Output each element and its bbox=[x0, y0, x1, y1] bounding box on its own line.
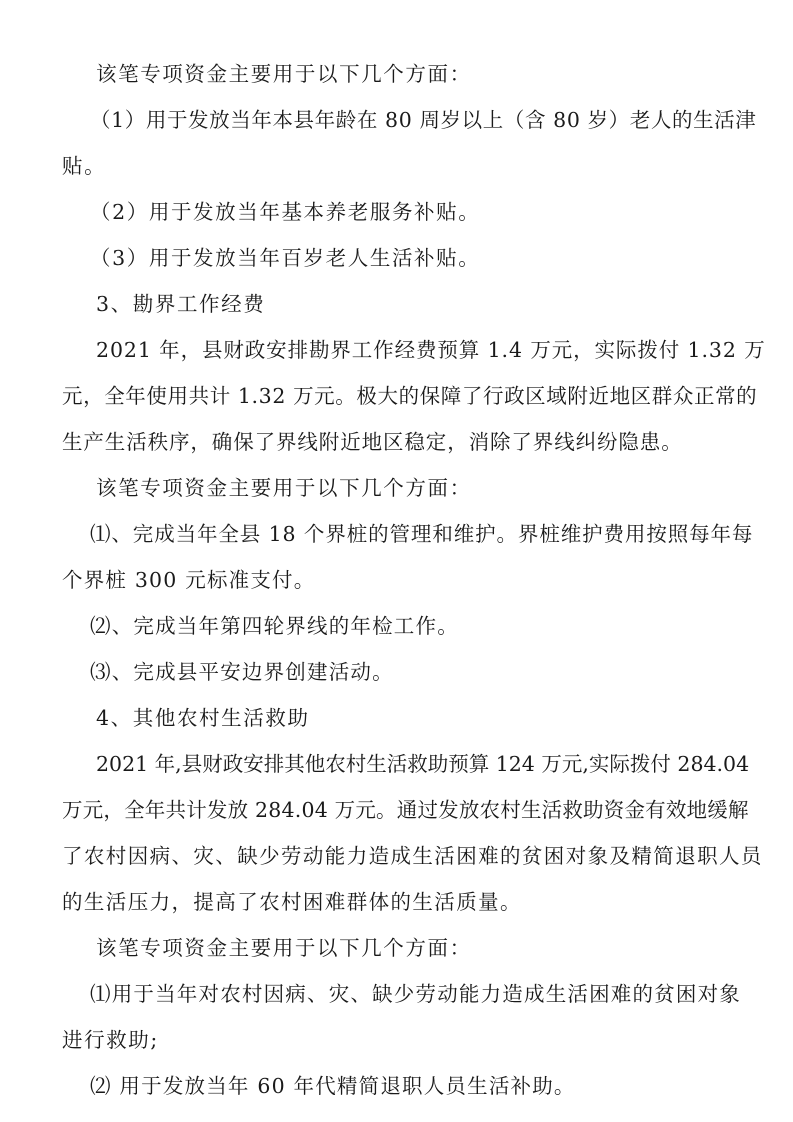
sublist-item-2: ⑵、完成当年第四轮界线的年检工作。 bbox=[90, 614, 459, 638]
paragraph-4-line-2: 万元，全年共计发放 284.04 万元。通过发放农村生活救助资金有效地缓解 bbox=[62, 798, 749, 822]
paragraph-intro-1: 该笔专项资金主要用于以下几个方面： bbox=[96, 62, 472, 86]
section-heading-4: 4、其他农村生活救助 bbox=[96, 706, 310, 730]
list-item-2: （2）用于发放当年基本养老服务补贴。 bbox=[90, 200, 481, 224]
list-item-1-line-2: 贴。 bbox=[62, 154, 107, 178]
sublist-b-item-1-line-1: ⑴用于当年对农村因病、灾、缺少劳动能力造成生活困难的贫困对象 bbox=[90, 982, 741, 1006]
paragraph-4-line-4: 的生活压力，提高了农村困难群体的生活质量。 bbox=[62, 890, 522, 914]
paragraph-4-line-1: 2021 年,县财政安排其他农村生活救助预算 124 万元,实际拨付 284.04 bbox=[96, 752, 750, 776]
paragraph-intro-2: 该笔专项资金主要用于以下几个方面： bbox=[96, 476, 472, 500]
sublist-item-1-line-1: ⑴、完成当年全县 18 个界桩的管理和维护。界桩维护费用按照每年每 bbox=[90, 522, 754, 546]
sublist-b-item-1-line-2: 进行救助; bbox=[62, 1028, 159, 1052]
section-heading-3: 3、勘界工作经费 bbox=[96, 292, 266, 316]
sublist-item-3: ⑶、完成县平安边界创建活动。 bbox=[90, 660, 394, 684]
paragraph-4-line-3: 了农村因病、灾、缺少劳动能力造成生活困难的贫困对象及精简退职人员 bbox=[62, 844, 763, 868]
list-item-3: （3）用于发放当年百岁老人生活补贴。 bbox=[90, 246, 481, 270]
paragraph-intro-3: 该笔专项资金主要用于以下几个方面： bbox=[96, 936, 472, 960]
list-item-1-line-1: （1）用于发放当年本县年龄在 80 周岁以上（含 80 岁）老人的生活津 bbox=[90, 108, 757, 132]
paragraph-3-line-1: 2021 年，县财政安排勘界工作经费预算 1.4 万元，实际拨付 1.32 万 bbox=[96, 338, 766, 362]
paragraph-3-line-2: 元，全年使用共计 1.32 万元。极大的保障了行政区域附近地区群众正常的 bbox=[62, 384, 758, 408]
sublist-item-1-line-2: 个界桩 300 元标准支付。 bbox=[62, 568, 316, 592]
sublist-b-item-2: ⑵ 用于发放当年 60 年代精简退职人员生活补助。 bbox=[90, 1074, 576, 1098]
paragraph-3-line-3: 生产生活秩序，确保了界线附近地区稳定，消除了界线纠纷隐患。 bbox=[62, 430, 683, 454]
